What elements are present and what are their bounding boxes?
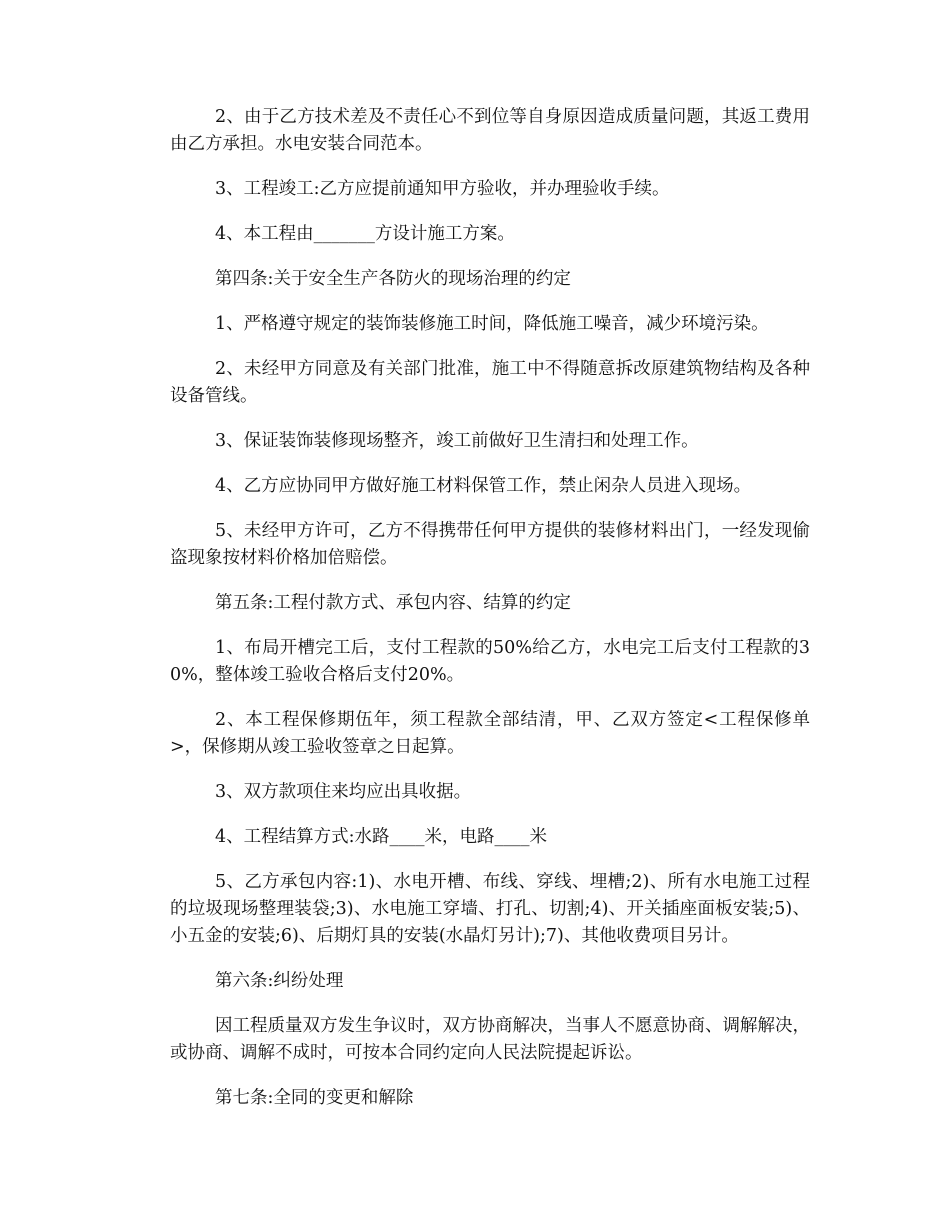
paragraph-item-5-scope: 5、乙方承包内容:1)、水电开槽、布线、穿线、埋槽;2)、所有水电施工过程的垃圾现场整理装袋;3)、水电施工穿墙、打孔、切割;4)、开关插座面板安装;5)、小五金的安装;6)、后期灯具的安装(水晶灯另计);7)、其他收费项目另计。: [170, 872, 810, 946]
paragraph-item-5-theft: 5、未经甲方许可，乙方不得携带任何甲方提供的装修材料出门，一经发现偷盗现象按材料价格加倍赔偿。: [170, 521, 810, 568]
paragraph-item-3-cleanup: 3、保证装饰装修现场整齐，竣工前做好卫生清扫和处理工作。: [215, 431, 699, 451]
section-heading-article-7: 第七条:全同的变更和解除: [215, 1088, 414, 1108]
paragraph-item-3-receipts: 3、双方款项住来均应出具收据。: [215, 782, 472, 802]
section-heading-article-5: 第五条:工程付款方式、承包内容、结算的约定: [215, 593, 571, 613]
paragraph-item-1-work-hours: 1、严格遵守规定的装饰装修施工时间，降低施工噪音，减少环境污染。: [215, 314, 769, 334]
paragraph-item-4-materials: 4、乙方应协同甲方做好施工材料保管工作，禁止闲杂人员进入现场。: [215, 476, 752, 496]
paragraph-item-2-structure: 2、未经甲方同意及有关部门批准，施工中不得随意拆改原建筑物结构及各种设备管线。: [170, 359, 810, 406]
section-heading-article-6: 第六条:纠纷处理: [215, 971, 344, 991]
paragraph-item-3-completion: 3、工程竣工:乙方应提前通知甲方验收，并办理验收手续。: [215, 179, 670, 199]
document-body: [170, 104, 810, 1130]
paragraph-item-1-payment: 1、布局开槽完工后，支付工程款的50%给乙方，水电完工后支付工程款的30%，整体竣工验收合格后支付20%。: [170, 638, 810, 685]
paragraph-item-2-rework-cost: 2、由于乙方技术差及不责任心不到位等自身原因造成质量问题，其返工费用由乙方承担。水电安装合同范本。: [170, 107, 810, 154]
paragraph-item-2-warranty: 2、本工程保修期伍年，须工程款全部结清，甲、乙双方签定<工程保修单>，保修期从竣工验收签章之日起算。: [170, 710, 810, 757]
paragraph-item-4-design: 4、本工程由_______方设计施工方案。: [215, 224, 515, 244]
paragraph-item-4-settlement: 4、工程结算方式:水路____米，电路____米: [215, 827, 548, 847]
section-heading-article-4: 第四条:关于安全生产各防火的现场治理的约定: [215, 269, 571, 289]
paragraph-dispute-resolution: 因工程质量双方发生争议时，双方协商解决，当事人不愿意协商、调解解决，或协商、调解不成时，可按本合同约定向人民法院提起诉讼。: [170, 1016, 810, 1063]
